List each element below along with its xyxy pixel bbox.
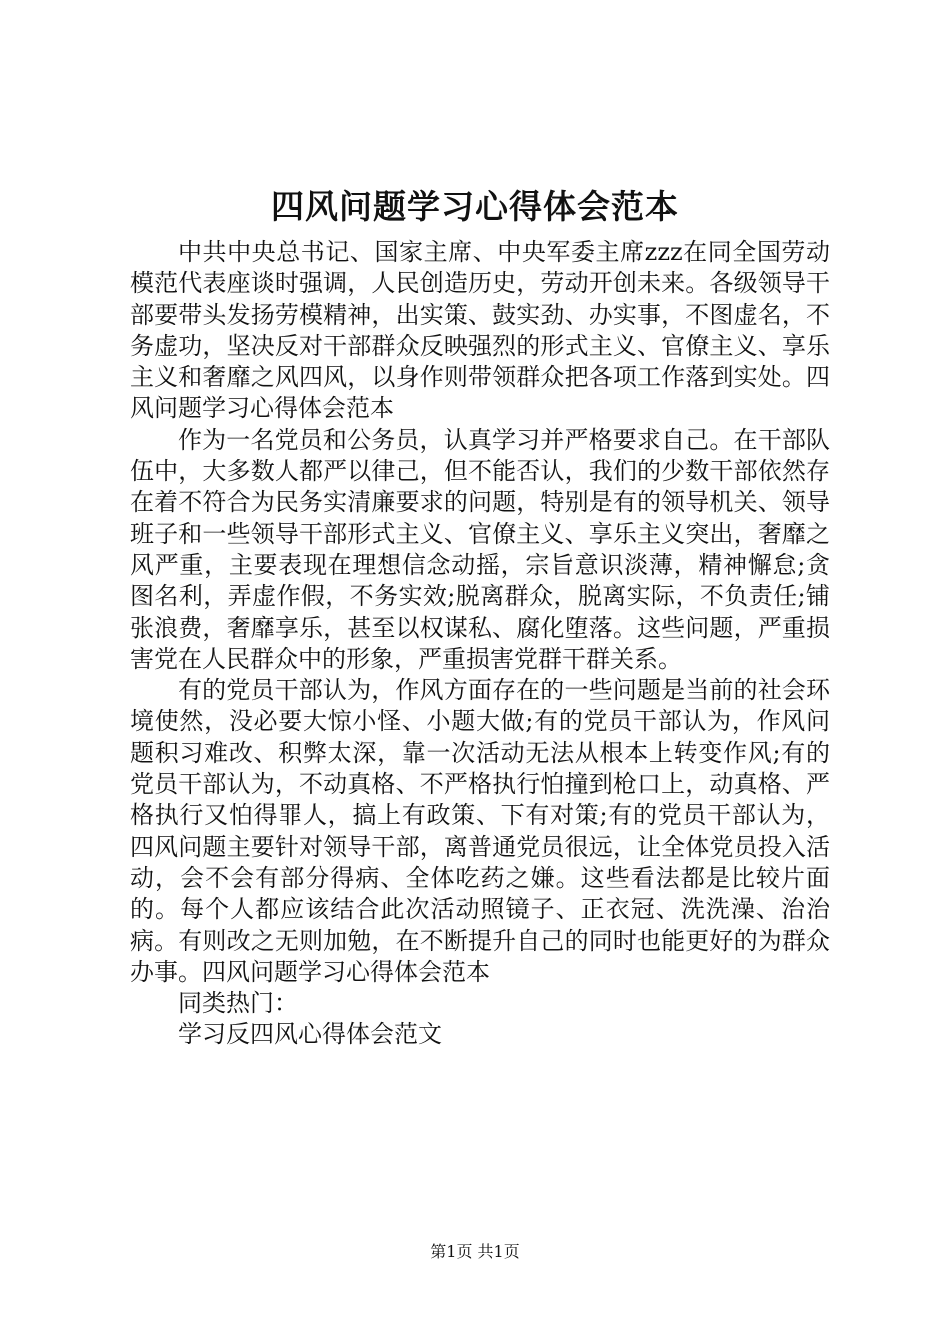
paragraph-intro: 中共中央总书记、国家主席、中央军委主席zzz在同全国劳动模范代表座谈时强调，人民创造历史，劳动开创未来。各级领导干部要带头发扬劳模精神，出实策、鼓实劲、办实事，不图虚名，不务虚功，坚决反对干部群众反映强烈的形式主义、官僚主义、享乐主义和奢靡之风四风，以身作则带领群众把各项工作落到实处。四风问题学习心得体会范本 (130, 238, 830, 423)
document-title: 四风问题学习心得体会范本 (271, 187, 679, 226)
related-link[interactable]: 学习反四风心得体会范文 (178, 1020, 442, 1049)
document-body (130, 237, 830, 1051)
related-heading: 同类热门： (178, 989, 298, 1018)
paragraph-problems: 作为一名党员和公务员，认真学习并严格要求自己。在干部队伍中，大多数人都严以律己，但不能否认，我们的少数干部依然存在着不符合为民务实清廉要求的问题，特别是有的领导机关、领导班子和一些领导干部形式主义、官僚主义、享乐主义突出，奢靡之风严重，主要表现在理想信念动摇，宗旨意识淡薄，精神懈怠;贪图名利，弄虚作假，不务实效;脱离群众，脱离实际，不负责任;铺张浪费，奢靡享乐，甚至以权谋私、腐化堕落。这些问题，严重损害党在人民群众中的形象，严重损害党群干群关系。 (130, 425, 830, 673)
paragraph-views: 有的党员干部认为，作风方面存在的一些问题是当前的社会环境使然，没必要大惊小怪、小题大做;有的党员干部认为，作风问题积习难改、积弊太深，靠一次活动无法从根本上转变作风;有的党员干部认为，不动真格、不严格执行怕撞到枪口上，动真格、严格执行又怕得罪人，搞上有政策、下有对策;有的党员干部认为，四风问题主要针对领导干部，离普通党员很远，让全体党员投入活动，会不会有部分得病、全体吃药之嫌。这些看法都是比较片面的。每个人都应该结合此次活动照镜子、正衣冠、洗洗澡、治治病。有则改之无则加勉，在不断提升自己的同时也能更好的为群众办事。四风问题学习心得体会范本 (130, 676, 830, 986)
page-number-footer: 第1页 共1页 (430, 1242, 520, 1261)
